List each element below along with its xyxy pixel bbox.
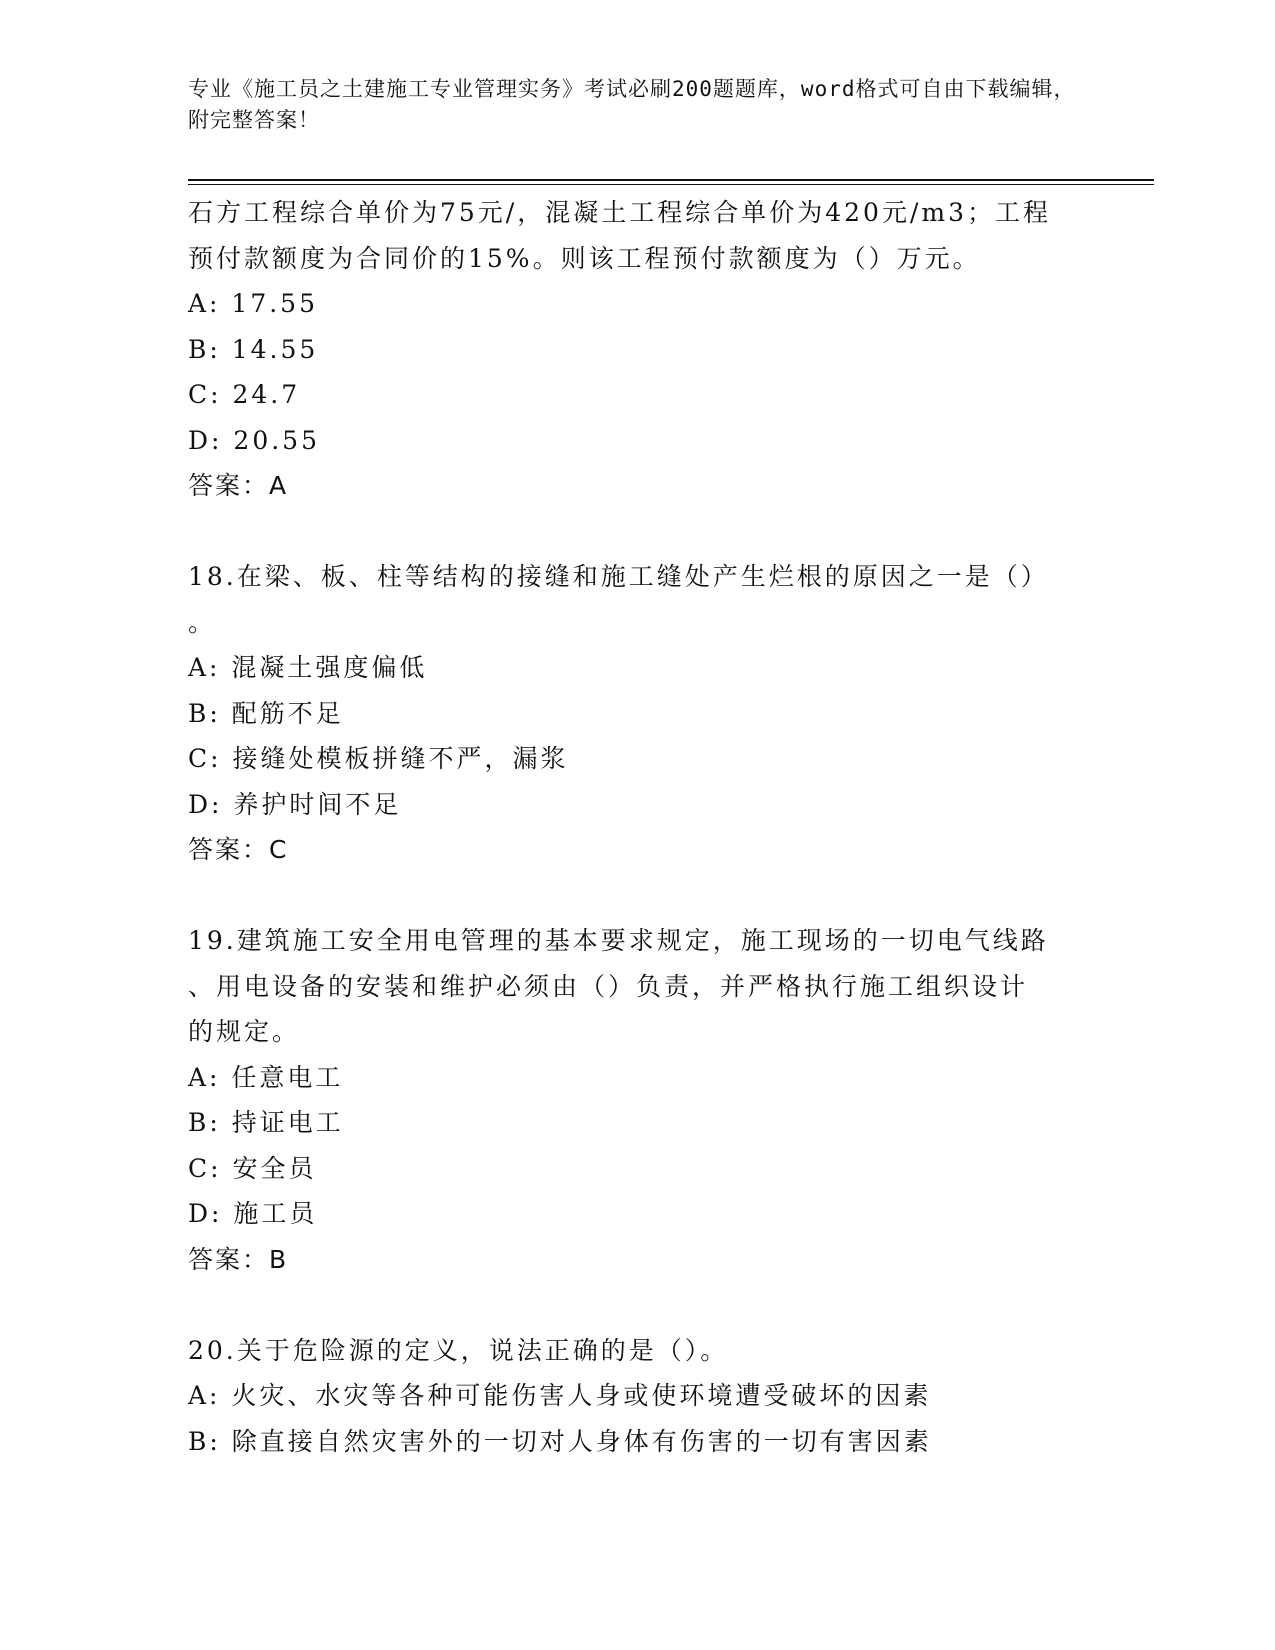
header-divider-thick <box>188 179 1154 181</box>
option-b: B: 配筋不足 <box>188 698 344 728</box>
option-a: A: 17.55 <box>188 289 318 318</box>
header-divider-thin <box>188 184 1154 185</box>
question-stem: 18.在梁、板、柱等结构的接缝和施工缝处产生烂根的原因之一是（） <box>188 562 1049 591</box>
option-d: D: 施工员 <box>188 1199 318 1228</box>
option-d: D: 20.55 <box>188 425 320 455</box>
question-stem: 19.建筑施工安全用电管理的基本要求规定，施工现场的一切电气线路 <box>188 926 1049 955</box>
question-stem: 预付款额度为合同价的15%。则该工程预付款额度为（）万元。 <box>188 243 981 273</box>
document-body <box>188 190 1088 1464</box>
option-c: C: 接缝处模板拼缝不严，漏浆 <box>188 744 569 773</box>
option-a: A: 混凝土强度偏低 <box>188 653 428 682</box>
question-stem: 。 <box>188 607 217 637</box>
spacer <box>188 1282 1088 1328</box>
option-d: D: 养护时间不足 <box>188 789 402 819</box>
option-c: C: 安全员 <box>188 1153 317 1183</box>
spacer <box>188 873 1088 919</box>
question-17 <box>188 190 1088 509</box>
option-c: C: 24.7 <box>188 380 301 409</box>
question-stem: 的规定。 <box>188 1017 301 1046</box>
question-stem: 、用电设备的安装和维护必须由（）负责，并严格执行施工组织设计 <box>188 971 1029 1001</box>
question-20 <box>188 1328 1088 1465</box>
answer-line: 答案：C <box>188 835 289 864</box>
option-a: A: 任意电工 <box>188 1062 344 1092</box>
option-a: A: 火灾、水灾等各种可能伤害人身或使环境遭受破坏的因素 <box>188 1381 932 1410</box>
document-header: 专业《施工员之土建施工专业管理实务》考试必刷200题题库，word格式可自由下载编辑，附完整答案！ <box>188 77 1076 132</box>
option-b: B: 除直接自然灾害外的一切对人身体有伤害的一切有害因素 <box>188 1426 932 1456</box>
option-b: B: 持证电工 <box>188 1108 344 1137</box>
answer-line: 答案：B <box>188 1244 289 1274</box>
question-stem: 20.关于危险源的定义，说法正确的是（）。 <box>188 1335 729 1365</box>
spacer <box>188 509 1088 555</box>
option-b: B: 14.55 <box>188 334 319 364</box>
question-19 <box>188 918 1088 1282</box>
question-stem: 石方工程综合单价为75元/，混凝土工程综合单价为420元/m3；工程 <box>188 198 1051 227</box>
question-18 <box>188 554 1088 873</box>
answer-line: 答案：A <box>188 471 289 500</box>
